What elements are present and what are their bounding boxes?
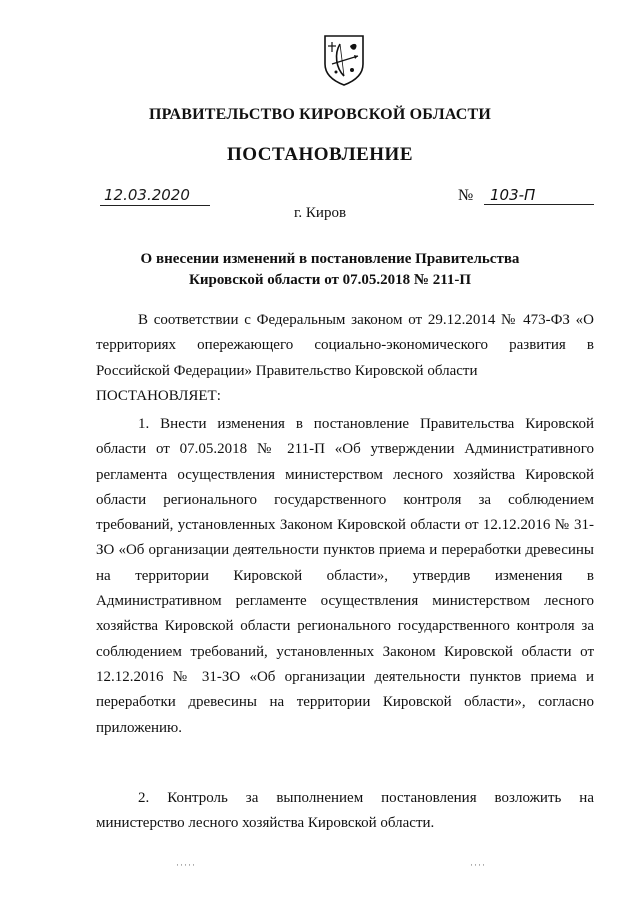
document-number-field (458, 186, 594, 205)
organization-title: ПРАВИТЕЛЬСТВО КИРОВСКОЙ ОБЛАСТИ (148, 106, 492, 123)
document-type-title: ПОСТАНОВЛЕНИЕ (226, 144, 414, 165)
kirov-coat-of-arms-icon (322, 34, 366, 86)
item-1-paragraph: 1. Внести изменения в постановление Правительства Кировской области от 07.05.2018 № 211-П «Об утверждении Административного регламента осуществления министерством лесного хозяйства Кировской области регионального государственного контроля за соблюдением требований, установленных Законом Кировской области от 12.12.2016 № 31-ЗО «Об организации деятельности пунктов приема и переработки древесины на территории Кировской области», утвердив изменения в Административном регламенте осуществления министерством лесного хозяйства Кировской области регионального государственного контроля за соблюдением требований, установленных Законом Кировской области от 12.12.2016 № 31-ЗО «Об организации деятельности пунктов приема и переработки древесины на территории Кировской области», согласно приложению. (96, 416, 594, 736)
document-subject (120, 249, 540, 291)
document-date: 12.03.2020 (100, 186, 210, 206)
item-2-paragraph: 2. Контроль за выполнением постановления возложить на министерство лесного хозяйства Кировской области. (96, 790, 594, 832)
scan-artifact: ····· (176, 860, 196, 870)
preamble-paragraph: В соответствии с Федеральным законом от 29.12.2014 № 473-ФЗ «О территориях опережающего социально-экономического развития в Российской Федерации» Правительство Кировской области (96, 312, 594, 379)
scan-artifact: ···· (470, 860, 486, 870)
decides-keyword: ПОСТАНОВЛЯЕТ: (96, 388, 221, 404)
city-label: г. Киров (293, 205, 347, 221)
subject-line-1: О внесении изменений в постановление Правительства (140, 251, 520, 267)
subject-line-2: Кировской области от 07.05.2018 № 211-П (188, 272, 472, 288)
document-number: 103-П (484, 186, 594, 205)
number-sign: № (458, 187, 474, 204)
